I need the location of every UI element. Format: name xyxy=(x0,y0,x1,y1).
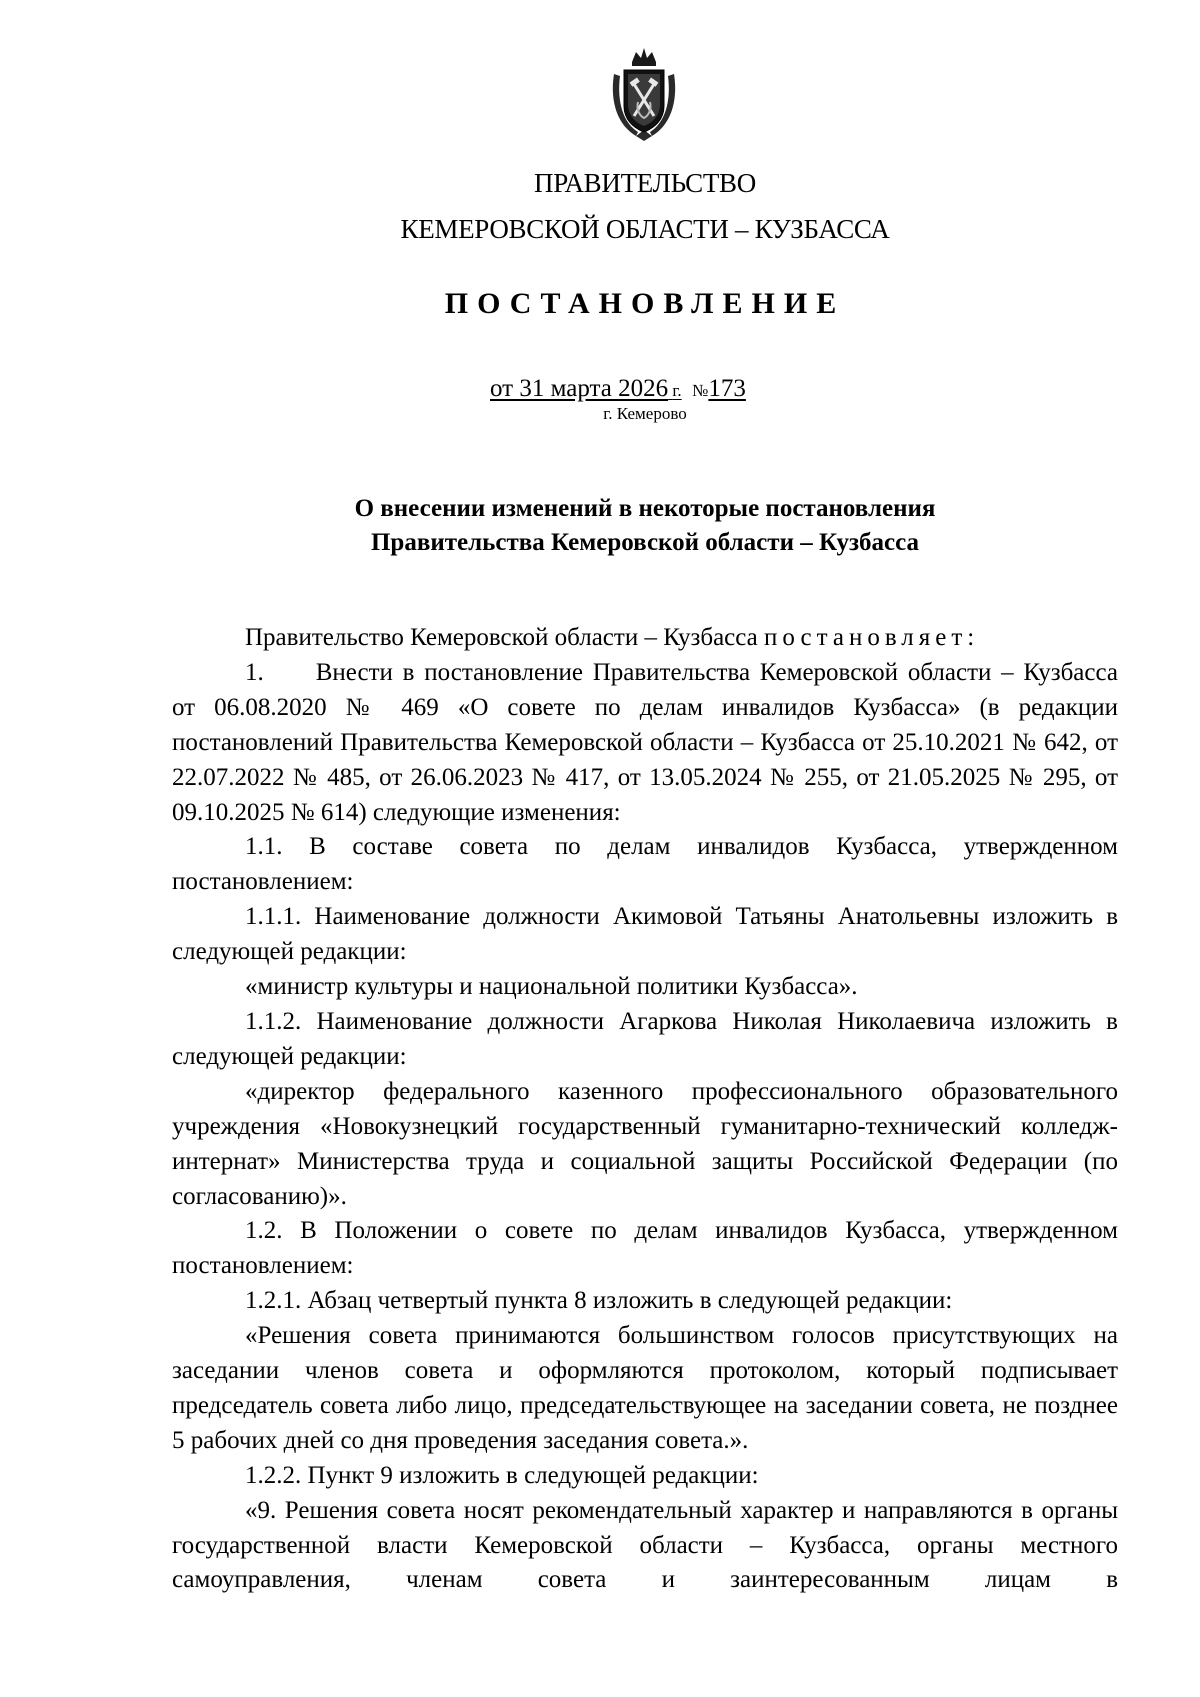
paragraph-1-2: 1.2. В Положении о совете по делам инвалидов Кузбасса, утвержденном постановлением: xyxy=(172,1217,1118,1280)
paragraph-1-2-1: 1.2.1. Абзац четвертый пункта 8 изложить в следующей редакции: xyxy=(245,1287,953,1315)
document-title xyxy=(172,492,1118,560)
government-name-line2: КЕМЕРОВСКОЙ ОБЛАСТИ – КУЗБАССА xyxy=(400,214,890,244)
document-number: 173 xyxy=(708,375,746,402)
paragraph-1-1-1: 1.1.1. Наименование должности Акимовой Татьяны Анатольевны изложить в следующей редакции: xyxy=(172,903,1118,966)
paragraph-1-2-2-quote: «9. Решения совета носят рекомендательный характер и направляются в органы государственной власти Кемеровской области – Кузбасса, органы местного самоуправления, членам совета и заинтересованным лицам в xyxy=(172,1496,1118,1594)
paragraph-1-text: Внести в постановление Правительства Кемеровской области – Кузбасса от 06.08.2020 № 469 «О совете по делам инвалидов Кузбасса» (в редакции постановлений Правительства Кемеровской области – Кузбасса от 25.10.2021 № 642, от 22.07.2022 № 485, от 26.06.2023 № 417, от 13.05.2024 № 255, от 21.05.2025 № 295, от 09.10.2025 № 614) следующие изменения: xyxy=(172,658,1118,826)
government-name-line1: ПРАВИТЕЛЬСТВО xyxy=(534,168,756,198)
title-line2: Правительства Кемеровской области – Кузбасса xyxy=(370,529,920,556)
paragraph-1-1-1-quote: «министр культуры и национальной политики Кузбасса». xyxy=(245,973,858,1001)
paragraph-1-1: 1.1. В составе совета по делам инвалидов Кузбасса, утвержденном постановлением: xyxy=(172,833,1118,896)
city-label: г. Кемерово xyxy=(603,404,687,423)
paragraph-1-1-2: 1.1.2. Наименование должности Агаркова Николая Николаевича изложить в следующей редакции: xyxy=(172,1007,1118,1070)
document-date: от 31 марта 2026 xyxy=(490,375,669,402)
intro-text: Правительство Кемеровской области – Кузбасса xyxy=(245,624,765,651)
intro-verb: постановляет: xyxy=(764,624,980,651)
coat-of-arms-icon xyxy=(608,44,680,144)
paragraph-1-2-2: 1.2.2. Пункт 9 изложить в следующей редакции: xyxy=(245,1461,759,1489)
date-number-line xyxy=(490,375,746,403)
coat-of-arms-emblem xyxy=(608,44,680,144)
date-suffix: г. xyxy=(672,381,682,400)
paragraph-1-1-2-quote: «директор федерального казенного профессионального образовательного учреждения «Новокузнецкий государственный гуманитарно-технический колледж-интернат» Министерства труда и социальной защиты Российской Федерации (по согласованию)». xyxy=(172,1077,1118,1210)
title-line1: О внесении изменений в некоторые постановления xyxy=(354,495,936,522)
number-label: № xyxy=(692,381,709,400)
paragraph-1 xyxy=(172,656,1118,831)
paragraph-1-2-1-quote: «Решения совета принимаются большинством голосов присутствующих на заседании членов совета и оформляются протоколом, который подписывает председатель совета либо лицо, председательствующее на заседании совета, не позднее 5 рабочих дней со дня проведения заседания совета.». xyxy=(172,1322,1118,1454)
document-type-heading: ПОСТАНОВЛЕНИЕ xyxy=(444,287,846,320)
paragraph-1-number: 1. xyxy=(245,658,264,686)
intro-paragraph xyxy=(172,621,1118,656)
document-body xyxy=(172,621,1118,1598)
